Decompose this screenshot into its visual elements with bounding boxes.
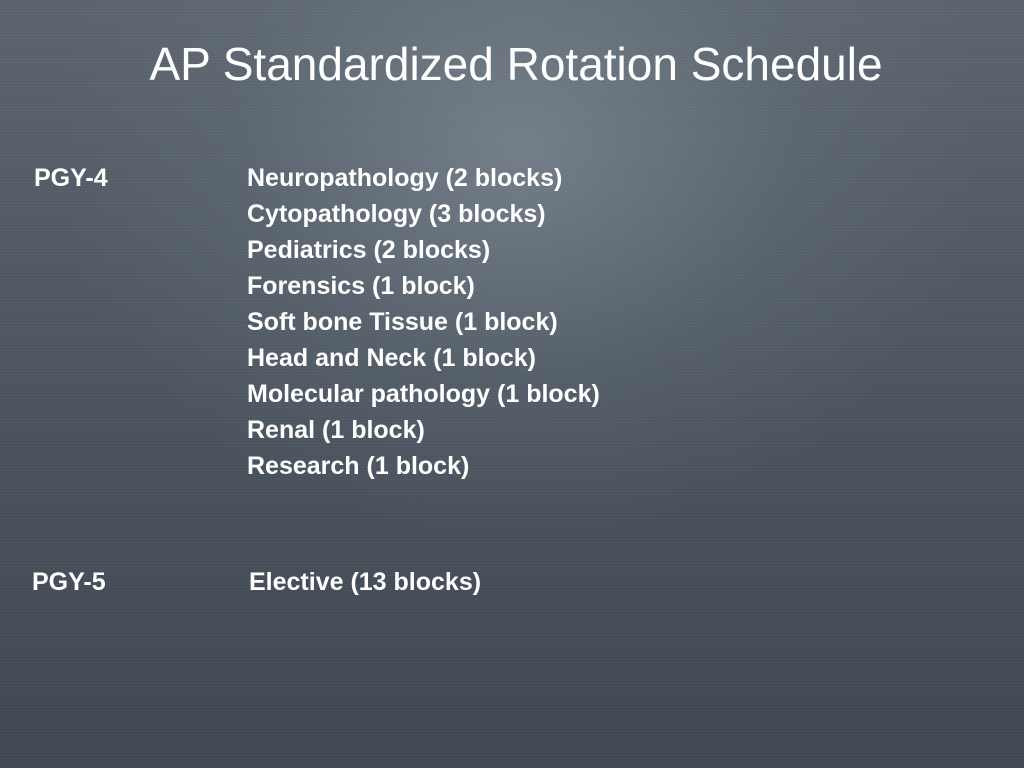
rotation-item: Pediatrics (2 blocks) bbox=[247, 236, 491, 264]
pgy4-label: PGY-4 bbox=[34, 164, 108, 192]
pgy4-rotation-list bbox=[247, 160, 600, 484]
pgy5-label: PGY-5 bbox=[32, 568, 106, 596]
rotation-item: Forensics (1 block) bbox=[247, 272, 475, 300]
rotation-item: Neuropathology (2 blocks) bbox=[247, 164, 563, 192]
rotation-item: Soft bone Tissue (1 block) bbox=[247, 308, 558, 336]
rotation-item: Cytopathology (3 blocks) bbox=[247, 200, 546, 228]
rotation-item: Renal (1 block) bbox=[247, 416, 425, 444]
rotation-item: Molecular pathology (1 block) bbox=[247, 380, 600, 408]
rotation-item: Research (1 block) bbox=[247, 452, 470, 480]
pgy5-rotation-list bbox=[249, 564, 481, 600]
rotation-item: Elective (13 blocks) bbox=[249, 568, 482, 596]
slide-title: AP Standardized Rotation Schedule bbox=[149, 38, 883, 90]
rotation-item: Head and Neck (1 block) bbox=[247, 344, 536, 372]
